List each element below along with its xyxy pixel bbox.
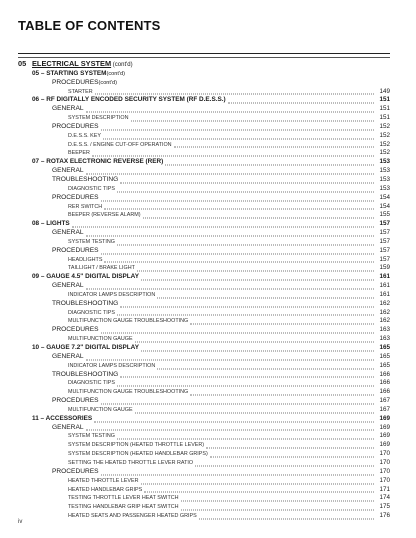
- toc-entry-label: BEEPER (REVERSE ALARM): [68, 212, 141, 219]
- dot-leader: [86, 352, 374, 360]
- toc-entry-label: PROCEDURES: [52, 122, 99, 130]
- dot-leader: [141, 343, 374, 351]
- toc-entry-page: 176: [379, 512, 390, 520]
- dot-leader: [103, 131, 374, 139]
- toc-entry-label: GENERAL: [52, 352, 84, 360]
- toc-entry-page: 169: [379, 414, 390, 422]
- dot-leader: [120, 299, 374, 307]
- toc-entry-label: TROUBLESHOOTING: [52, 370, 119, 378]
- dot-leader: [135, 405, 374, 413]
- dot-leader: [86, 281, 374, 289]
- dot-leader: [190, 317, 374, 325]
- toc-entry-label: 07 – ROTAX ELECTRONIC REVERSE (RER): [32, 158, 164, 166]
- toc-entry-page: 170: [379, 467, 390, 475]
- toc-entry-label: DIAGNOSTIC TIPS: [68, 185, 115, 192]
- toc-entry-page: 175: [379, 503, 390, 511]
- dot-leader: [144, 485, 374, 493]
- toc-entry-page: 153: [379, 158, 390, 166]
- toc-entry-page: 153: [379, 167, 390, 175]
- dot-leader: [117, 237, 374, 245]
- toc-entry-label: INDICATOR LAMPS DESCRIPTION: [68, 291, 156, 298]
- dot-leader: [206, 441, 374, 449]
- toc-entry-label: TESTING THROTTLE LEVER HEAT SWITCH: [68, 495, 179, 502]
- toc-entry-page: 159: [379, 264, 390, 272]
- toc-entry-page: 157: [379, 246, 390, 254]
- toc-entry-page: 152: [379, 149, 390, 157]
- toc-entry-page: 169: [379, 423, 390, 431]
- dot-leader: [174, 140, 374, 148]
- toc-entry-label: PROCEDURES: [52, 193, 99, 201]
- dot-leader: [117, 184, 374, 192]
- toc-entry-label: HEATED HANDLEBAR GRIPS: [68, 486, 143, 493]
- dot-leader: [101, 467, 374, 475]
- dot-leader: [117, 379, 374, 387]
- toc-entry-label: INDICATOR LAMPS DESCRIPTION: [68, 362, 156, 369]
- toc-entry-label: MULTIFUNCTION GAUGE: [68, 406, 133, 413]
- dot-leader: [94, 414, 374, 422]
- toc-entry-label: BEEPER: [68, 150, 90, 157]
- toc-entry-page: 153: [379, 184, 390, 192]
- dot-leader: [101, 246, 374, 254]
- page-title: TABLE OF CONTENTS: [18, 18, 161, 33]
- toc-entry-page: 162: [379, 317, 390, 325]
- toc-entry-page: 169: [379, 432, 390, 440]
- toc-entry-page: 152: [379, 131, 390, 139]
- toc-entry-label: SETTING THE HEATED THROTTLE LEVER RATIO: [68, 459, 194, 466]
- toc-entry-page: 171: [379, 485, 390, 493]
- toc-entry-page: 166: [379, 388, 390, 396]
- toc-entry-page: 151: [379, 96, 390, 104]
- dot-leader: [181, 494, 374, 502]
- dot-leader: [141, 273, 374, 281]
- toc-entry-label: PROCEDURES: [52, 246, 99, 254]
- dot-leader: [104, 202, 374, 210]
- toc-entry-label: DIAGNOSTIC TIPS: [68, 309, 115, 316]
- table-of-contents: [18, 61, 390, 521]
- chapter-title: ELECTRICAL SYSTEM: [32, 59, 112, 68]
- toc-entry-page: 165: [379, 361, 390, 369]
- toc-entry-page: 155: [379, 211, 390, 219]
- dot-leader: [101, 122, 374, 130]
- toc-entry-label: D.E.S.S. KEY: [68, 132, 101, 139]
- toc-entry-label: SYSTEM TESTING: [68, 238, 115, 245]
- toc-entry-label: 05 – STARTING SYSTEM: [32, 69, 107, 77]
- toc-entry-label: PROCEDURES: [52, 397, 99, 405]
- toc-entry-label: RER SWITCH: [68, 203, 103, 210]
- dot-leader: [143, 211, 375, 219]
- toc-entry-label: HEATED SEATS AND PASSENGER HEATED GRIPS: [68, 513, 197, 520]
- toc-entry-page: 154: [379, 202, 390, 210]
- toc-entry-item[interactable]: [18, 512, 390, 521]
- toc-entry-label: 06 – RF DIGITALLY ENCODED SECURITY SYSTEM (RF D.E.S.S.): [32, 96, 226, 104]
- toc-entry-label: STARTER: [68, 88, 93, 95]
- toc-entry-label: MULTIFUNCTION GAUGE TROUBLESHOOTING: [68, 318, 189, 325]
- dot-leader: [199, 511, 374, 519]
- toc-entry-label: TROUBLESHOOTING: [52, 175, 119, 183]
- dot-leader: [120, 175, 374, 183]
- dot-leader: [157, 290, 374, 298]
- dot-leader: [190, 388, 374, 396]
- toc-entry-label: GENERAL: [52, 423, 84, 431]
- dot-leader: [131, 113, 374, 121]
- toc-entry-page: 170: [379, 450, 390, 458]
- toc-entry-label: TROUBLESHOOTING: [52, 299, 119, 307]
- toc-entry-label: 11 – ACCESSORIES: [32, 414, 93, 422]
- dot-leader: [86, 105, 374, 113]
- toc-entry-label: HEATED THROTTLE LEVER: [68, 477, 139, 484]
- dot-leader: [117, 432, 374, 440]
- toc-entry-page: 174: [379, 494, 390, 502]
- toc-entry-page: 166: [379, 379, 390, 387]
- dot-leader: [157, 361, 374, 369]
- toc-entry-page: 167: [379, 397, 390, 405]
- toc-entry-label: HEADLIGHTS: [68, 256, 103, 263]
- dot-leader: [117, 308, 374, 316]
- toc-entry-page: 169: [379, 441, 390, 449]
- dot-leader: [210, 449, 374, 457]
- dot-leader: [101, 326, 374, 334]
- header-rule-thin: [18, 57, 390, 58]
- toc-entry-page: 163: [379, 326, 390, 334]
- toc-entry-page: 153: [379, 175, 390, 183]
- toc-entry-page: 166: [379, 370, 390, 378]
- toc-entry-label: SYSTEM DESCRIPTION (HEATED HANDLEBAR GRIPS): [68, 451, 208, 458]
- toc-entry-label: DIAGNOSTIC TIPS: [68, 380, 115, 387]
- toc-entry-page: 167: [379, 405, 390, 413]
- toc-entry-page: 162: [379, 308, 390, 316]
- toc-entry-page: 152: [379, 140, 390, 148]
- dot-leader: [86, 228, 374, 236]
- toc-entry-label: GENERAL: [52, 167, 84, 175]
- toc-entry-page: 151: [379, 114, 390, 122]
- dot-leader: [137, 264, 374, 272]
- toc-entry-label: PROCEDURES: [52, 326, 99, 334]
- dot-leader: [86, 423, 374, 431]
- toc-entry-label: GENERAL: [52, 282, 84, 290]
- toc-entries: [18, 70, 390, 521]
- dot-leader: [95, 87, 374, 95]
- dot-leader: [228, 96, 374, 104]
- dot-leader: [86, 166, 374, 174]
- toc-entry-label: PROCEDURES: [52, 467, 99, 475]
- dot-leader: [101, 193, 374, 201]
- toc-entry-page: 151: [379, 105, 390, 113]
- toc-chapter-heading[interactable]: [18, 61, 390, 70]
- toc-entry-label: SYSTEM TESTING: [68, 433, 115, 440]
- dot-leader: [104, 255, 374, 263]
- toc-entry-page: 157: [379, 229, 390, 237]
- toc-entry-page: 157: [379, 237, 390, 245]
- toc-entry-page: 170: [379, 476, 390, 484]
- toc-entry-label: 10 – GAUGE 7.2" DIGITAL DISPLAY: [32, 344, 139, 351]
- toc-entry-label: PROCEDURES: [52, 78, 99, 86]
- dot-leader: [120, 370, 374, 378]
- toc-entry-label: TESTING HANDLEBAR GRIP HEAT SWITCH: [68, 504, 179, 511]
- toc-entry-label: TAILLIGHT / BRAKE LIGHT: [68, 265, 135, 272]
- chapter-suffix: (cont'd): [111, 62, 133, 68]
- toc-entry-page: 163: [379, 335, 390, 343]
- page-number: iv: [18, 519, 23, 525]
- header-rule: [18, 53, 390, 54]
- toc-entry-suffix: (cont'd): [98, 79, 118, 86]
- toc-entry-label: D.E.S.S. / ENGINE CUT-OFF OPERATION: [68, 141, 172, 148]
- toc-entry-page: 161: [379, 290, 390, 298]
- toc-entry-page: 149: [379, 87, 390, 95]
- toc-entry-page: 165: [379, 344, 390, 351]
- dot-leader: [101, 396, 374, 404]
- dot-leader: [181, 503, 374, 511]
- dot-leader: [135, 335, 374, 343]
- toc-entry-label: MULTIFUNCTION GAUGE: [68, 336, 133, 343]
- toc-entry-page: 165: [379, 352, 390, 360]
- toc-entry-label: 09 – GAUGE 4.5" DIGITAL DISPLAY: [32, 273, 139, 281]
- toc-entry-page: 161: [379, 282, 390, 290]
- toc-entry-label: SYSTEM DESCRIPTION (HEATED THROTTLE LEVER): [68, 442, 205, 449]
- toc-entry-page: 162: [379, 299, 390, 307]
- toc-entry-page: 157: [379, 220, 390, 228]
- toc-entry-label: GENERAL: [52, 105, 84, 113]
- dot-leader: [72, 220, 374, 228]
- toc-entry-sub[interactable]: [18, 70, 390, 79]
- toc-entry-label: 08 – LIGHTS: [32, 220, 70, 228]
- toc-entry-page: 157: [379, 255, 390, 263]
- toc-entry-page: 152: [379, 122, 390, 130]
- toc-entry-label: SYSTEM DESCRIPTION: [68, 115, 129, 122]
- toc-entry-page: 161: [379, 273, 390, 281]
- toc-entry-label: GENERAL: [52, 229, 84, 237]
- dot-leader: [92, 149, 374, 157]
- dot-leader: [141, 476, 375, 484]
- chapter-number: 05: [18, 59, 27, 68]
- toc-entry-label: MULTIFUNCTION GAUGE TROUBLESHOOTING: [68, 389, 189, 396]
- dot-leader: [195, 458, 374, 466]
- toc-entry-suffix: (cont'd): [106, 70, 125, 77]
- toc-entry-page: 154: [379, 193, 390, 201]
- toc-entry-page: 170: [379, 458, 390, 466]
- dot-leader: [165, 158, 374, 166]
